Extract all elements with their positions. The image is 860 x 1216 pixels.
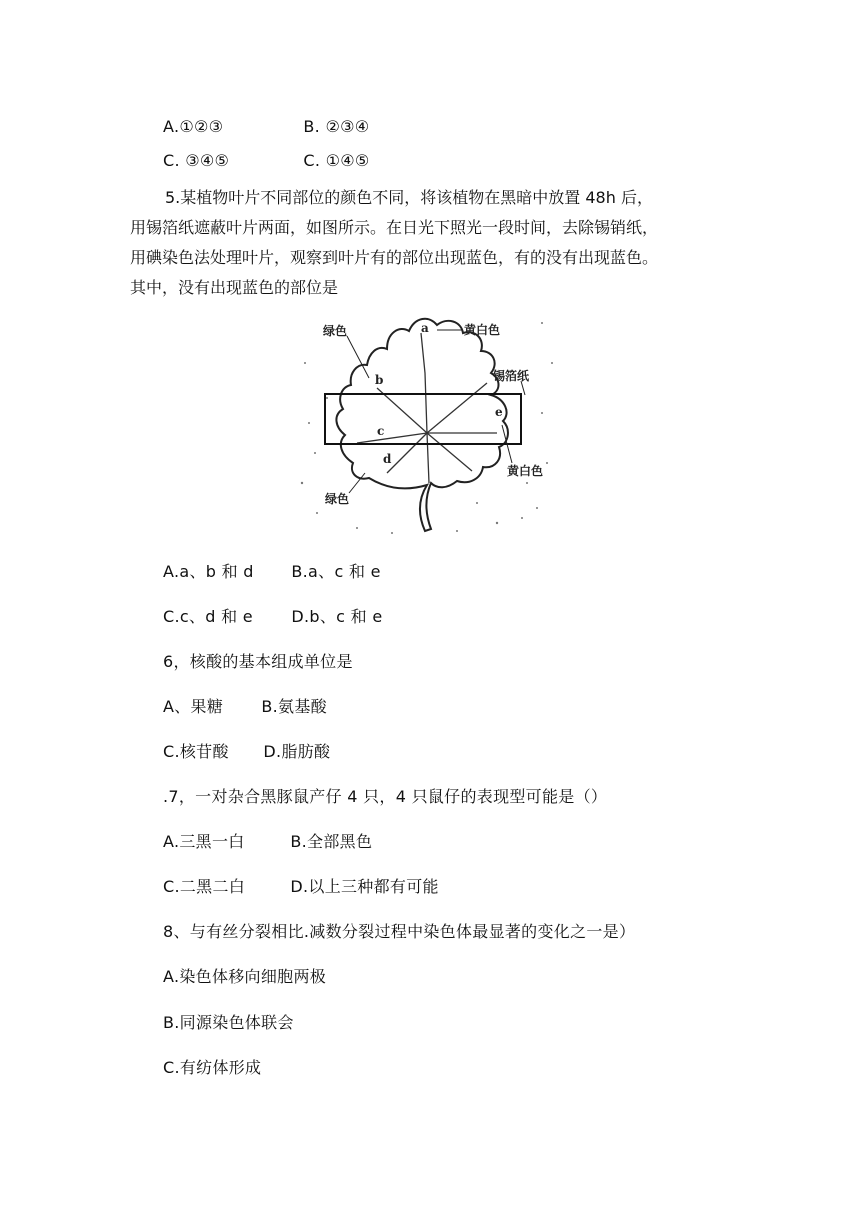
q6-option-d: D.脂肪酸 <box>263 742 331 761</box>
q4-option-b: B. ②③④ <box>303 117 370 136</box>
label-green-bottom: 绿色 <box>325 492 350 506</box>
q8-option-a: A.染色体移向细胞两极 <box>163 967 327 986</box>
label-yellow-top: 黄白色 <box>464 323 501 337</box>
q8-option-c: C.有纺体形成 <box>163 1058 262 1077</box>
q5-stem-line-1: 5.某植物叶片不同部位的颜色不同，将该植物在黑暗中放置 48h 后， <box>165 188 653 207</box>
q7-stem: .7，一对杂合黑豚鼠产仔 4 只，4 只鼠仔的表现型可能是（） <box>163 787 608 806</box>
q8-stem: 8、与有丝分裂相比.减数分裂过程中染色体最显著的变化之一是） <box>163 922 636 941</box>
q6-options-row-1 <box>163 694 327 717</box>
q6-option-a: A、果糖 <box>163 697 224 716</box>
point-c: c <box>377 424 385 438</box>
q5-options-row-2 <box>163 604 382 627</box>
q5-option-b: B.a、c 和 e <box>291 562 381 581</box>
q6-option-b: B.氨基酸 <box>261 697 327 716</box>
q5-options-row-1 <box>163 559 381 582</box>
label-yellow-bottom: 黄白色 <box>507 464 544 478</box>
point-d: d <box>383 452 392 466</box>
q5-stem-line-4: 其中，没有出现蓝色的部位是 <box>130 278 339 297</box>
q6-options-row-2 <box>163 739 330 762</box>
q4-options-row-1 <box>163 117 369 136</box>
q4-options-row-2 <box>163 151 370 170</box>
q4-option-c: C. ③④⑤ <box>163 151 230 170</box>
q5-stem <box>130 183 730 303</box>
point-e: e <box>495 405 503 419</box>
point-b: b <box>375 373 384 387</box>
q5-stem-line-2: 用锡箔纸遮蔽叶片两面，如图所示。在日光下照光一段时间，去除锡销纸， <box>130 218 659 237</box>
q7-option-d: D.以上三种都有可能 <box>290 877 439 896</box>
q7-option-c: C.二黑二白 <box>163 877 246 896</box>
q5-stem-line-3: 用碘染色法处理叶片，观察到叶片有的部位出现蓝色，有的没有出现蓝色。 <box>130 248 659 267</box>
q5-option-d: D.b、c 和 e <box>291 607 383 626</box>
q7-options-row-1 <box>163 829 372 852</box>
q8-option-b: B.同源染色体联会 <box>163 1013 294 1032</box>
label-tin-foil: 锡箔纸 <box>493 369 530 383</box>
q6-option-c: C.核苷酸 <box>163 742 229 761</box>
q7-options-row-2 <box>163 874 439 897</box>
label-green-top: 绿色 <box>323 324 348 338</box>
q7-option-b: B.全部黑色 <box>290 832 373 851</box>
q5-option-c: C.c、d 和 e <box>163 607 253 626</box>
q4-option-a: A.①②③ <box>163 117 224 136</box>
q7-option-a: A.三黑一白 <box>163 832 245 851</box>
q6-stem: 6，核酸的基本组成单位是 <box>163 652 353 671</box>
leaf-veins <box>357 333 497 483</box>
q4-option-d: C. ①④⑤ <box>303 151 370 170</box>
leaf-figure <box>297 303 559 540</box>
q5-option-a: A.a、b 和 d <box>163 562 254 581</box>
point-a: a <box>421 321 429 335</box>
